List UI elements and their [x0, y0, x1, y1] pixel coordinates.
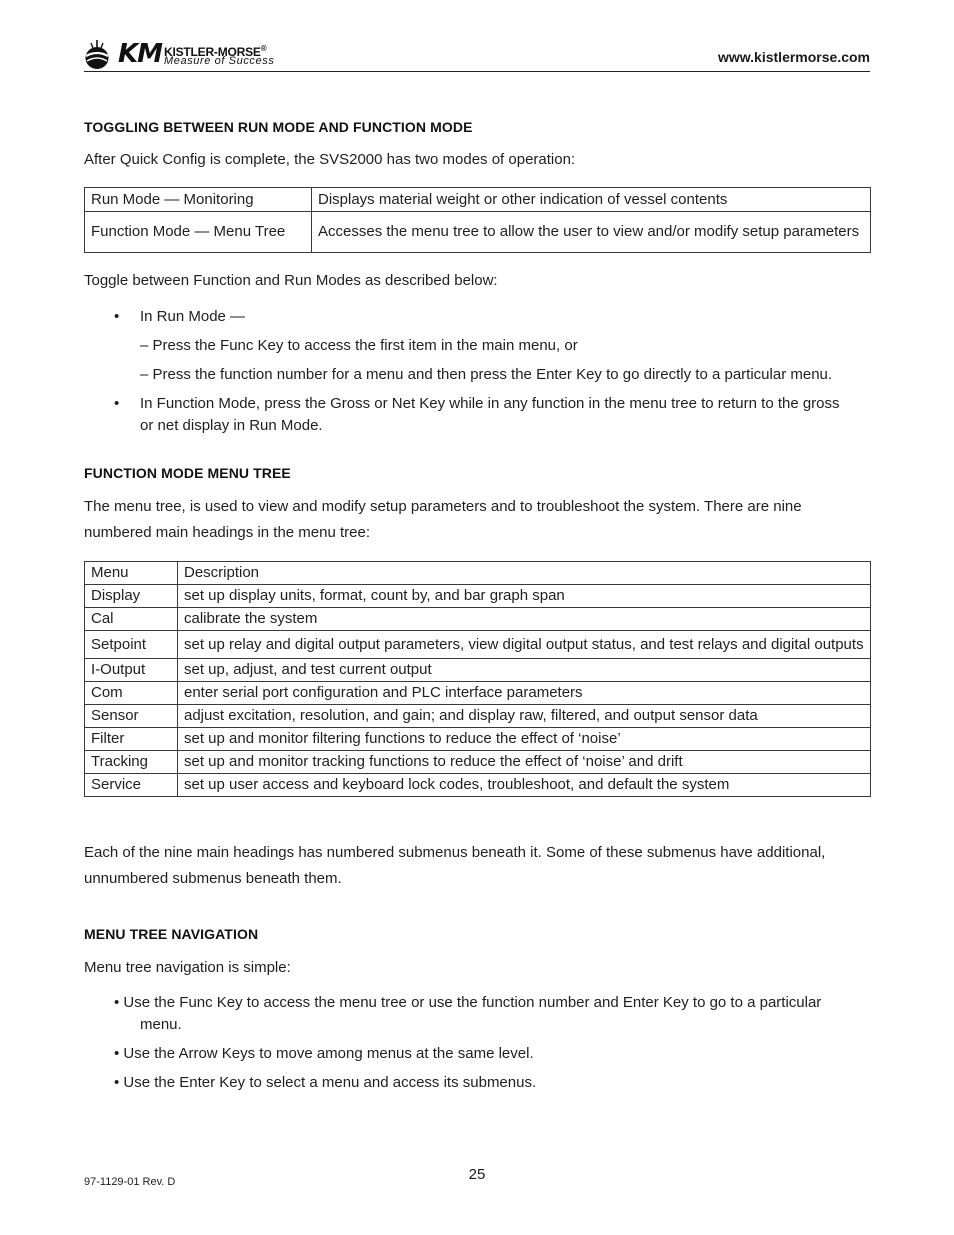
- navigation-bullet-arrow-keys: • Use the Arrow Keys to move among menus at the same level.: [114, 1045, 534, 1062]
- table-cell-description: set up user access and keyboard lock codes, troubleshoot, and default the system: [178, 774, 871, 797]
- table-row: [85, 608, 871, 631]
- table-cell-mode: Run Mode — Monitoring: [85, 188, 312, 212]
- table-cell-description: Accesses the menu tree to allow the user to view and/or modify setup parameters: [312, 212, 871, 253]
- logo-name: KISTLER-MORSE®: [164, 44, 267, 59]
- table-cell-description: set up relay and digital output parameters, view digital output status, and test relays and digital outputs: [178, 631, 871, 659]
- table-row: [85, 659, 871, 682]
- website-url[interactable]: www.kistlermorse.com: [718, 49, 870, 65]
- logo-tagline: Measure of Success: [164, 55, 275, 67]
- function-mode-bullet: In Function Mode, press the Gross or Net Key while in any function in the menu tree to return to the gross or net display in Run Mode.: [140, 395, 840, 434]
- section-heading-navigation: MENU TREE NAVIGATION: [84, 926, 259, 942]
- navigation-intro-text: Menu tree navigation is simple:: [84, 959, 291, 976]
- table-cell-description: adjust excitation, resolution, and gain; and display raw, filtered, and output sensor data: [178, 705, 871, 728]
- menu-tree-table: [84, 561, 871, 797]
- navigation-bullet-enter-key: • Use the Enter Key to select a menu and access its submenus.: [114, 1074, 537, 1091]
- table-row: [85, 728, 871, 751]
- modes-table: [84, 187, 871, 253]
- table-row: [85, 751, 871, 774]
- table-cell-menu: I-Output: [85, 659, 178, 682]
- table-cell-description: set up, adjust, and test current output: [178, 659, 871, 682]
- table-cell-menu: Cal: [85, 608, 178, 631]
- table-cell-menu: Display: [85, 585, 178, 608]
- table-cell-description: set up display units, format, count by, and bar graph span: [178, 585, 871, 608]
- logo-initials: KM: [118, 39, 163, 69]
- table-cell-menu: Tracking: [85, 751, 178, 774]
- table-row: [85, 212, 871, 253]
- bullet-symbol: •: [114, 308, 120, 325]
- modes-intro-text: After Quick Config is complete, the SVS2000 has two modes of operation:: [84, 151, 576, 168]
- run-mode-step-2: – Press the function number for a menu and then press the Enter Key to go directly to a particular menu.: [140, 366, 833, 383]
- header-divider: [84, 71, 870, 72]
- table-cell-menu: Filter: [85, 728, 178, 751]
- run-mode-step-1: – Press the Func Key to access the first item in the main menu, or: [140, 337, 578, 354]
- table-cell-menu: Service: [85, 774, 178, 797]
- section-heading-menu-tree: FUNCTION MODE MENU TREE: [84, 465, 291, 481]
- table-row: [85, 682, 871, 705]
- table-cell-menu: Sensor: [85, 705, 178, 728]
- bullet-symbol: •: [114, 395, 120, 412]
- column-header-description: Description: [178, 562, 871, 585]
- table-row: [85, 705, 871, 728]
- table-cell-description: enter serial port configuration and PLC interface parameters: [178, 682, 871, 705]
- menu-tree-intro-text: The menu tree, is used to view and modify setup parameters and to troubleshoot the system. There are nine numbered main headings in the menu tree:: [84, 498, 802, 541]
- table-cell-description: set up and monitor tracking functions to reduce the effect of ‘noise’ and drift: [178, 751, 871, 774]
- company-logo: [84, 38, 284, 72]
- table-cell-menu: Com: [85, 682, 178, 705]
- submenus-note-text: Each of the nine main headings has numbered submenus beneath it. Some of these submenus have additional, unnumbered submenus beneath them.: [84, 844, 826, 887]
- navigation-bullet-text: • Use the Func Key to access the menu tree or use the function number and Enter Key to go to a particular menu.: [114, 994, 822, 1033]
- run-mode-bullet: In Run Mode —: [140, 308, 246, 325]
- table-row: [85, 631, 871, 659]
- table-header-row: [85, 562, 871, 585]
- toggle-intro-text: Toggle between Function and Run Modes as described below:: [84, 272, 498, 289]
- kistler-morse-logo-icon: [84, 38, 116, 72]
- table-row: [85, 585, 871, 608]
- table-cell-mode: Function Mode — Menu Tree: [85, 212, 312, 253]
- page-number: 25: [468, 1166, 486, 1183]
- document-number: 97-1129-01 Rev. D: [84, 1176, 176, 1188]
- navigation-bullet-func-key: [114, 992, 866, 1036]
- table-cell-description: Displays material weight or other indication of vessel contents: [312, 188, 871, 212]
- table-cell-menu: Setpoint: [85, 631, 178, 659]
- table-cell-description: calibrate the system: [178, 608, 871, 631]
- table-row: [85, 188, 871, 212]
- table-cell-description: set up and monitor filtering functions to reduce the effect of ‘noise’: [178, 728, 871, 751]
- column-header-menu: Menu: [85, 562, 178, 585]
- section-heading-toggling: TOGGLING BETWEEN RUN MODE AND FUNCTION MODE: [84, 119, 473, 135]
- table-row: [85, 774, 871, 797]
